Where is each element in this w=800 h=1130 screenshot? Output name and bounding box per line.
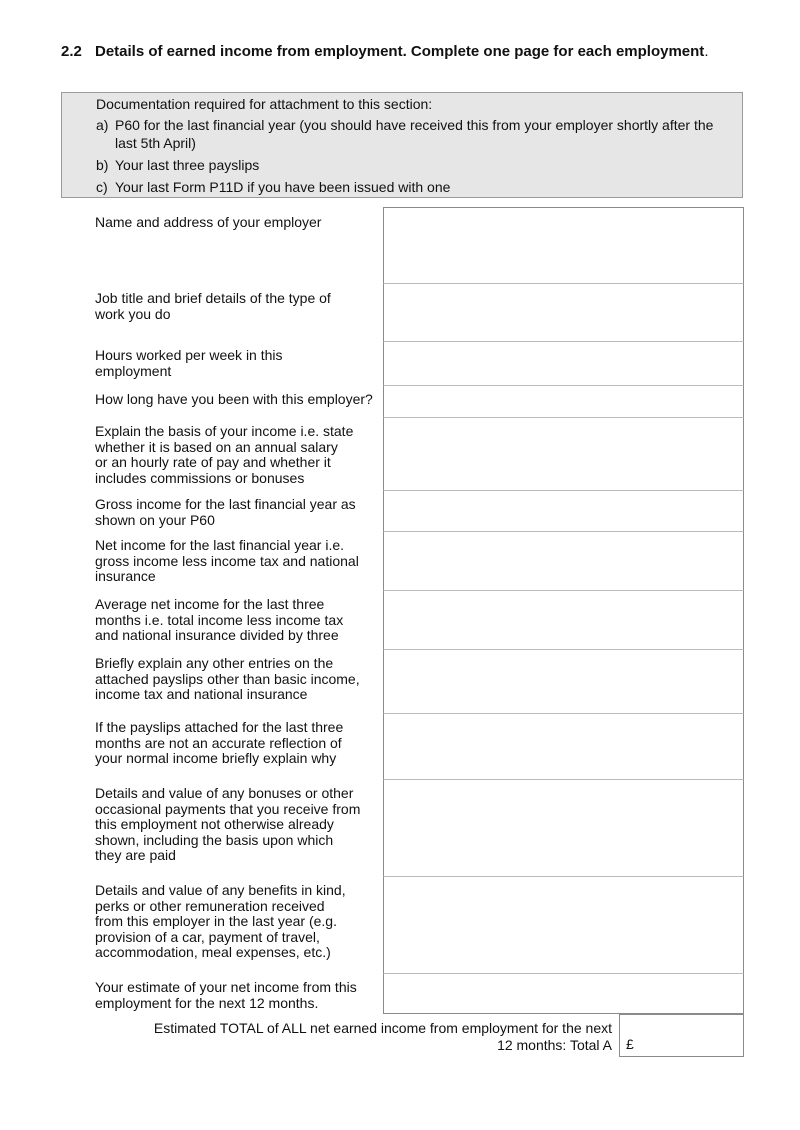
field-label: Briefly explain any other entries on the attached payslips other than basic income, income tax and national insurance xyxy=(95,655,360,702)
section-title: Details of earned income from employment. Complete one page for each employment xyxy=(95,43,705,60)
documentation-item-letter: c) xyxy=(96,179,108,195)
average-net-income-field[interactable] xyxy=(383,591,744,650)
form-row-average-net-income xyxy=(0,591,800,650)
employment-length-field[interactable] xyxy=(383,386,744,418)
payslip-entries-field[interactable] xyxy=(383,650,744,714)
field-label: Average net income for the last three months i.e. total income less income tax and national insurance divided by three xyxy=(95,596,344,643)
form-row-hours-worked xyxy=(0,342,800,386)
total-a-field[interactable] xyxy=(619,1014,744,1057)
employer-name-address-field[interactable] xyxy=(383,207,744,284)
documentation-item-text: Your last three payslips xyxy=(115,157,260,173)
section-number: 2.2 xyxy=(61,43,82,60)
form-row-payslip-accuracy xyxy=(0,714,800,780)
estimated-net-income-field[interactable] xyxy=(383,974,744,1014)
field-label: Explain the basis of your income i.e. state whether it is based on an annual salary or an hourly rate of pay and whether it includes commissions or bonuses xyxy=(95,423,354,486)
documentation-intro: Documentation required for attachment to this section: xyxy=(96,96,433,112)
benefits-in-kind-field[interactable] xyxy=(383,877,744,974)
documentation-item-letter: b) xyxy=(96,157,109,173)
field-label: How long have you been with this employer? xyxy=(95,391,373,407)
form-row-benefits-in-kind xyxy=(0,877,800,974)
field-label: Hours worked per week in this employment xyxy=(95,347,283,379)
total-a-label: Estimated TOTAL of ALL net earned income from employment for the next 12 months: Total A xyxy=(153,1020,612,1053)
section-heading xyxy=(61,43,761,60)
bonuses-field[interactable] xyxy=(383,780,744,877)
income-basis-field[interactable] xyxy=(383,418,744,491)
documentation-item xyxy=(96,156,742,174)
field-label: Name and address of your employer xyxy=(95,214,322,230)
job-title-field[interactable] xyxy=(383,284,744,342)
documentation-item xyxy=(96,178,742,196)
documentation-item-letter: a) xyxy=(96,117,109,133)
documentation-item xyxy=(96,116,742,152)
field-label: If the payslips attached for the last three months are not an accurate reflection of your normal income briefly explain why xyxy=(95,719,344,766)
field-label: Gross income for the last financial year as shown on your P60 xyxy=(95,496,356,528)
section-title-end: . xyxy=(704,43,709,60)
field-label: Job title and brief details of the type of work you do xyxy=(95,290,331,322)
form-row-job-title xyxy=(0,284,800,342)
form-row-net-income xyxy=(0,532,800,591)
form-row-employer-name-address xyxy=(0,207,800,284)
field-label: Details and value of any benefits in kind, perks or other remuneration received from this employer in the last year (e.g. provision of a car, payment of travel, accommodation, meal expenses, etc.) xyxy=(95,882,346,960)
form-row-employment-length xyxy=(0,386,800,418)
hours-worked-field[interactable] xyxy=(383,342,744,386)
field-label: Details and value of any bonuses or other occasional payments that you receive from this employment not otherwise already shown, including the basis upon which they are paid xyxy=(95,785,361,863)
form-row-gross-income xyxy=(0,491,800,532)
currency-symbol: £ xyxy=(626,1036,634,1052)
form-row-estimated-net-income xyxy=(0,974,800,1014)
form-row-payslip-entries xyxy=(0,650,800,714)
payslip-accuracy-field[interactable] xyxy=(383,714,744,780)
documentation-item-text: P60 for the last financial year (you should have received this from your employer shortly after the last 5th April) xyxy=(115,117,714,151)
net-income-field[interactable] xyxy=(383,532,744,591)
field-label: Net income for the last financial year i.e. gross income less income tax and national insurance xyxy=(95,537,359,584)
documentation-item-text: Your last Form P11D if you have been issued with one xyxy=(115,179,451,195)
form-row-bonuses xyxy=(0,780,800,877)
gross-income-field[interactable] xyxy=(383,491,744,532)
documentation-box xyxy=(61,92,743,198)
field-label: Your estimate of your net income from this employment for the next 12 months. xyxy=(95,979,357,1011)
form-row-income-basis xyxy=(0,418,800,491)
